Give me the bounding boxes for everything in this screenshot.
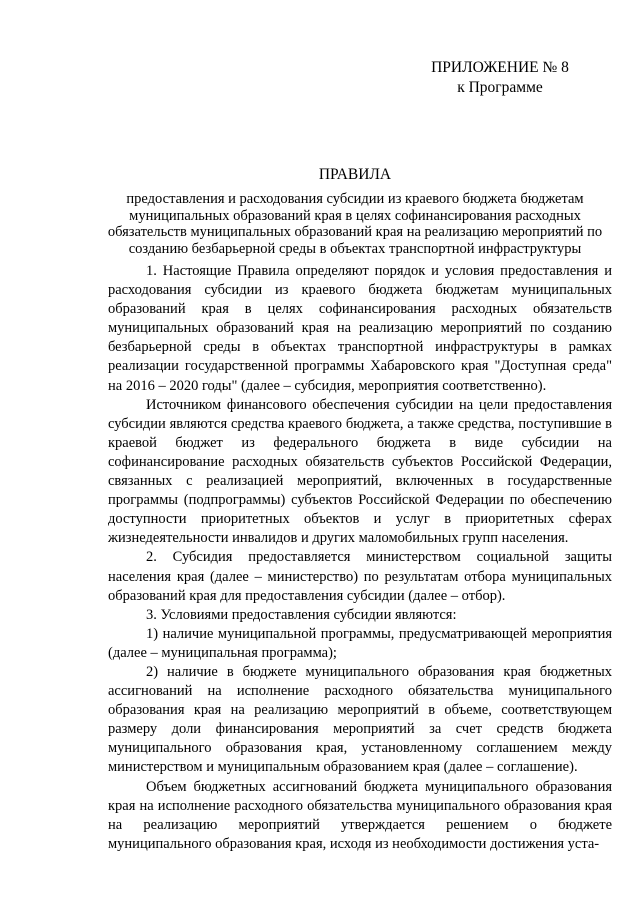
appendix-reference: к Программе [457, 79, 543, 96]
document-title-block [100, 165, 610, 257]
document-body [108, 262, 612, 854]
paragraph-4: 3. Условиями предоставления субсидии являются: [146, 606, 457, 623]
paragraph-1: 1. Настоящие Правила определяют порядок и условия предоставления и расходования субсидии из краевого бюджета бюджетам муниципальных образований края в целях софинансирования расходных обязательств муниципальных образований края на реализацию мероприятий по созданию безбарьерной среды в объектах транспортной инфраструктуры в рамках реализации государственной программы Хабаровского края "Доступная среда" на 2016 – 2020 годы" (далее – субсидия, мероприятия соответственно). [108, 263, 612, 394]
appendix-number: ПРИЛОЖЕНИЕ № 8 [431, 59, 569, 76]
document-title: ПРАВИЛА [318, 166, 392, 183]
paragraph-3: 2. Субсидия предоставляется министерством социальной защиты населения края (далее – министерство) по результатам отбора муниципальных образований края для предоставления субсидии (далее – отбор). [108, 549, 612, 604]
paragraph-6: 2) наличие в бюджете муниципального образования края бюджетных ассигнований на исполнение расходного обязательства муниципального образования края на реализацию мероприятий в объеме, соответствующем размеру доли финансирования мероприятий за счет средств бюджета муниципального образования края, установленному соглашением между министерством и муниципальным образованием края (далее – соглашение). [108, 663, 612, 776]
paragraph-7: Объем бюджетных ассигнований бюджета муниципального образования края на исполнение расходного обязательства муниципального образования края на реализацию мероприятий утверждается решением о бюджете муниципального образования края, исходя из необходимости достижения уста- [108, 778, 612, 852]
appendix-header [400, 0, 600, 98]
paragraph-5: 1) наличие муниципальной программы, предусматривающей мероприятия (далее – муниципальная программа); [108, 625, 612, 661]
document-subtitle: предоставления и расходования субсидии из краевого бюджета бюджетам муниципальных образований края в целях софинансирования расходных обязательств муниципальных образований края на реализацию мероприятий по созданию безбарьерной среды в объектах транспортной инфраструктуры [107, 191, 603, 257]
paragraph-2: Источником финансового обеспечения субсидии на цели предоставления субсидии являются средства краевого бюджета, а также средства, поступившие в краевой бюджет из федерального бюджета в виде субсидии на софинансирование расходных обязательств субъектов Российской Федерации, связанных с реализацией мероприятий, включенных в государственные программы (подпрограммы) субъектов Российской Федерации по обеспечению доступности приоритетных объектов и услуг в приоритетных сферах жизнедеятельности инвалидов и других маломобильных групп населения. [108, 396, 612, 547]
